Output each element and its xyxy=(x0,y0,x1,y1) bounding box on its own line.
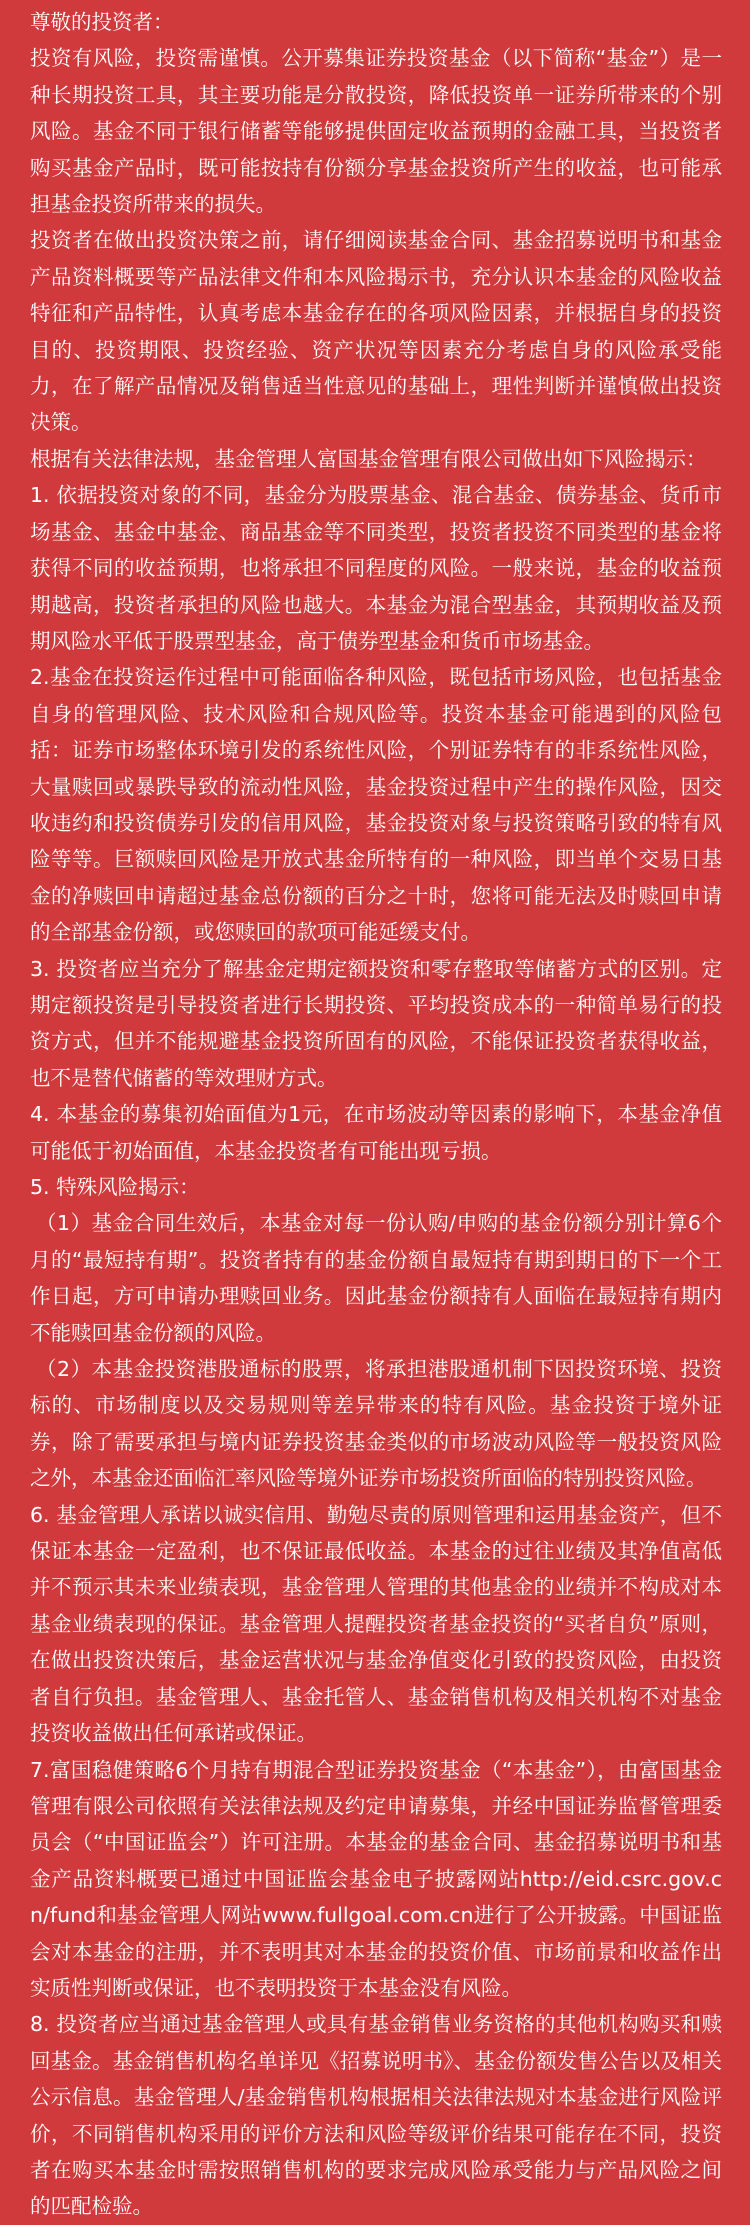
risk-item-5-1: （1）基金合同生效后，本基金对每一份认购/申购的基金份额分别计算6个月的“最短持有期”。投资者持有的基金份额自最短持有期到期日的下一个工作日起，方可申请办理赎回业务。因此基金份额持有人面临在最短持有期内不能赎回基金份额的风险。 xyxy=(30,1211,722,1345)
intro-paragraph: 投资有风险，投资需谨慎。公开募集证券投资基金（以下简称“基金”）是一种长期投资工具，其主要功能是分散投资，降低投资单一证券所带来的个别风险。基金不同于银行储蓄等能够提供固定收益预期的金融工具，当投资者购买基金产品时，既可能按持有份额分享基金投资所产生的收益，也可能承担基金投资所带来的损失。 xyxy=(30,46,722,217)
risk-item-7: 7.富国稳健策略6个月持有期混合型证券投资基金（“本基金”），由富国基金管理有限公司依照有关法律法规及约定申请募集，并经中国证券监督管理委员会（“中国证监会”）许可注册。本基金的基金合同、基金招募说明书和基金产品资料概要已通过中国证监会基金电子披露网站http://eid.csrc.gov.cn/fund和基金管理人网站www.fullgoal.com.cn进行了公开披露。中国证监会对本基金的注册，并不表明其对本基金的投资价值、市场前景和收益作出实质性判断或保证，也不表明投资于本基金没有风险。 xyxy=(30,1757,722,2000)
risk-item-3: 3. 投资者应当充分了解基金定期定额投资和零存整取等储蓄方式的区别。定期定额投资是引导投资者进行长期投资、平均投资成本的一种简单易行的投资方式，但并不能规避基金投资所固有的风险，不能保证投资者获得收益，也不是替代储蓄的等效理财方式。 xyxy=(30,956,722,1090)
risk-item-2: 2.基金在投资运作过程中可能面临各种风险，既包括市场风险，也包括基金自身的管理风险、技术风险和合规风险等。投资本基金可能遇到的风险包括：证券市场整体环境引发的系统性风险，个别证券特有的非系统性风险，大量赎回或暴跌导致的流动性风险，基金投资过程中产生的操作风险，因交收违约和投资债券引发的信用风险，基金投资对象与投资策略引致的特有风险等等。巨额赎回风险是开放式基金所特有的一种风险，即当单个交易日基金的净赎回申请超过基金总份额的百分之十时，您将可能无法及时赎回申请的全部基金份额，或您赎回的款项可能延缓支付。 xyxy=(30,665,722,945)
salutation: 尊敬的投资者： xyxy=(30,10,174,34)
risk-item-6: 6. 基金管理人承诺以诚实信用、勤勉尽责的原则管理和运用基金资产，但不保证本基金一定盈利，也不保证最低收益。本基金的过往业绩及其净值高低并不预示其未来业绩表现，基金管理人管理的其他基金的业绩并不构成对本基金业绩表现的保证。基金管理人提醒投资者基金投资的“买者自负”原则，在做出投资决策后，基金运营状况与基金净值变化引致的投资风险，由投资者自行负担。基金管理人、基金托管人、基金销售机构及相关机构不对基金投资收益做出任何承诺或保证。 xyxy=(30,1502,722,1746)
advice-paragraph: 投资者在做出投资决策之前，请仔细阅读基金合同、基金招募说明书和基金产品资料概要等产品法律文件和本风险揭示书，充分认识本基金的风险收益特征和产品特性，认真考虑本基金存在的各项风险因素，并根据自身的投资目的、投资期限、投资经验、资产状况等因素充分考虑自身的风险承受能力，在了解产品情况及销售适当性意见的基础上，理性判断并谨慎做出投资决策。 xyxy=(30,228,722,435)
disclosure-lead: 根据有关法律法规，基金管理人富国基金管理有限公司做出如下风险揭示： xyxy=(30,446,707,471)
risk-item-5-heading: 5. 特殊风险揭示： xyxy=(30,1175,200,1199)
risk-item-5-2: （2）本基金投资港股通标的股票，将承担港股通机制下因投资环境、投资标的、市场制度以及交易规则等差异带来的特有风险。基金投资于境外证券，除了需要承担与境内证券投资基金类似的市场波动风险等一般投资风险之外，本基金还面临汇率风险等境外证券市场投资所面临的特别投资风险。 xyxy=(30,1357,722,1491)
risk-item-8: 8. 投资者应当通过基金管理人或具有基金销售业务资格的其他机构购买和赎回基金。基金销售机构名单详见《招募说明书》、基金份额发售公告以及相关公示信息。基金管理人/基金销售机构根据相关法律法规对本基金进行风险评价，不同销售机构采用的评价方法和风险等级评价结果可能存在不同，投资者在购买本基金时需按照销售机构的要求完成风险承受能力与产品风险之间的匹配检验。 xyxy=(30,2012,722,2219)
risk-item-1: 1. 依据投资对象的不同，基金分为股票基金、混合基金、债券基金、货币市场基金、基金中基金、商品基金等不同类型，投资者投资不同类型的基金将获得不同的收益预期，也将承担不同程度的风险。一般来说，基金的收益预期越高，投资者承担的风险也越大。本基金为混合型基金，其预期收益及预期风险水平低于股票型基金，高于债券型基金和货币市场基金。 xyxy=(30,483,722,653)
risk-item-4: 4. 本基金的募集初始面值为1元，在市场波动等因素的影响下，本基金净值可能低于初始面值，本基金投资者有可能出现亏损。 xyxy=(30,1102,722,1163)
